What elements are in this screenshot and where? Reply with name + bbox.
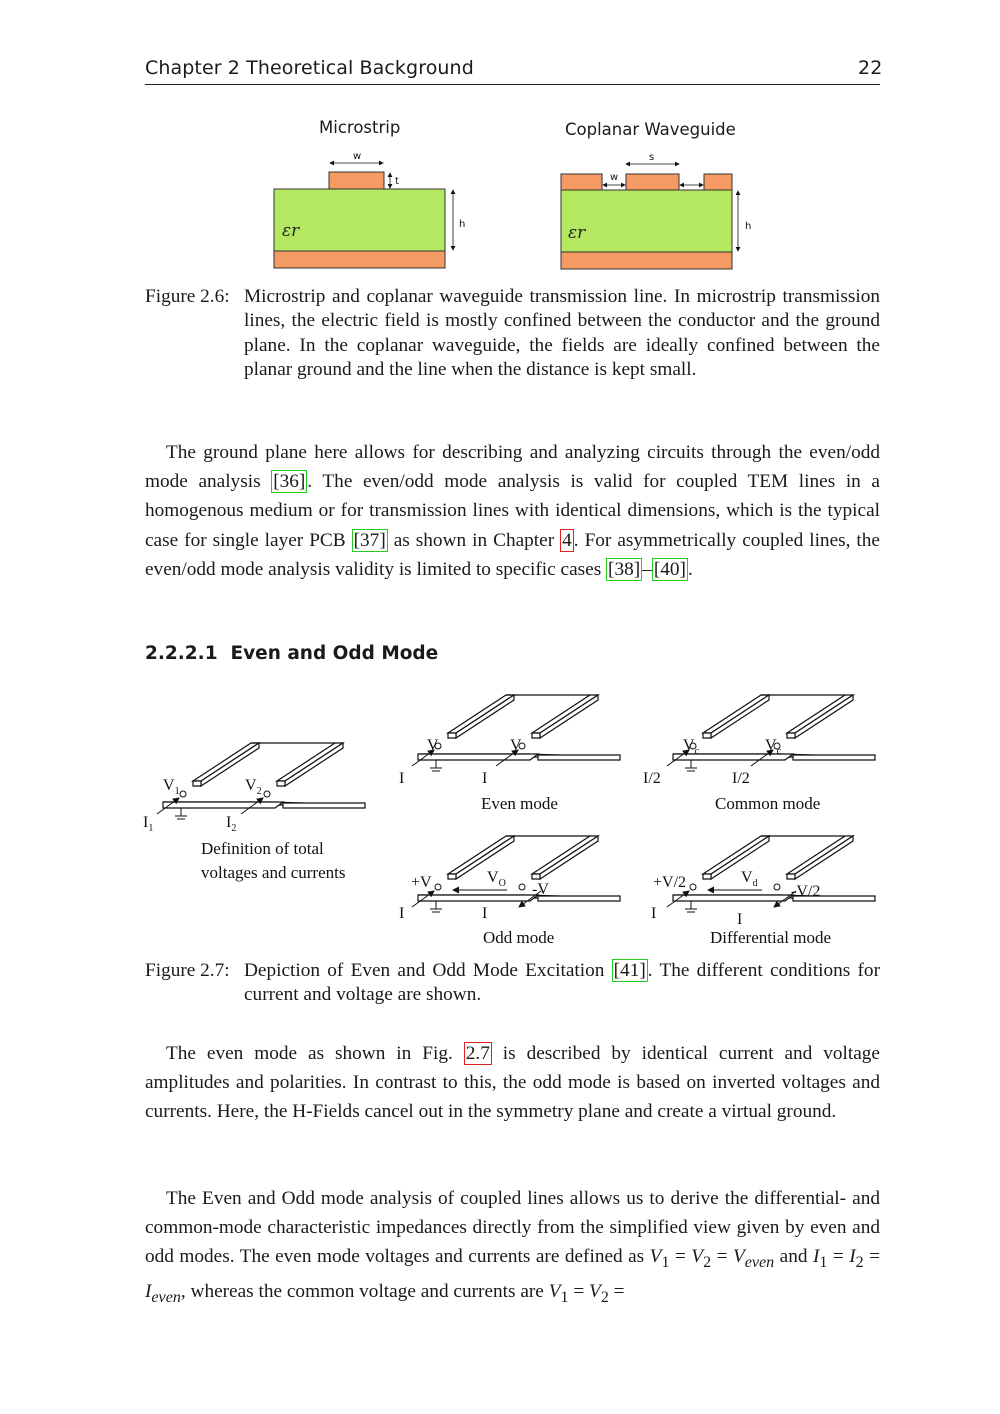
common-mode-title: Common mode xyxy=(715,794,821,813)
def-i2-label: $I_2$ xyxy=(226,814,237,834)
figure-2-7-diagram xyxy=(135,690,885,952)
page-number: 22 xyxy=(858,57,883,79)
paragraph-impedance-derivation: The Even and Odd mode analysis of coupled lines allows us to derive the differential- and common-mode characteristic impedances directly from the simplified view given by even and odd modes. The even mode voltages and currents are defined as $V_1 = V_2 = V_{even}$ and $I_1 = I_2 = I_{even}$, whereas the common voltage and currents are $V_1 = V_2$ = xyxy=(145,1188,881,1307)
cpw-title: Coplanar Waveguide xyxy=(565,120,736,139)
header-rule xyxy=(145,84,880,85)
microstrip-h-label: h xyxy=(459,219,466,230)
even-v-right: V xyxy=(510,737,522,754)
common-v-left: $V_c$ xyxy=(683,737,700,757)
microstrip-conductor xyxy=(329,172,384,189)
differential-mode-title: Differential mode xyxy=(710,928,832,947)
microstrip-epsilon-label: εr xyxy=(282,221,300,241)
diff-v-plus: +V/2 xyxy=(653,874,687,891)
diff-i-right: I xyxy=(737,911,743,928)
microstrip-t-label: t xyxy=(395,176,399,187)
odd-i-left: I xyxy=(399,905,405,922)
odd-v-minus: -V xyxy=(532,881,549,898)
common-i-right: I/2 xyxy=(732,770,750,787)
def-i1-label: $I_1$ xyxy=(143,814,154,834)
microstrip-w-label: w xyxy=(353,151,362,162)
microstrip-substrate xyxy=(274,189,445,251)
citation-link-36[interactable]: [36] xyxy=(273,471,306,493)
def-v1-label: $V_1$ xyxy=(163,777,180,797)
cpw-signal-conductor xyxy=(626,174,679,190)
diff-vd-label: $V_d$ xyxy=(741,869,758,889)
running-header-chapter: Chapter 2 Theoretical Background xyxy=(145,57,474,79)
figure-2-7-link[interactable]: 2.7 xyxy=(465,1043,490,1064)
figure-2-6-diagram xyxy=(260,145,780,275)
def-caption-line2: voltages and currents xyxy=(201,863,346,882)
even-i-left: I xyxy=(399,770,405,787)
figure-2-7-caption-text: Depiction of Even and Odd Mode Excitation [41] . The different conditions for current and voltage are shown. xyxy=(244,960,880,1006)
citation-link-38[interactable]: [38] xyxy=(608,558,641,580)
microstrip-ground-plane xyxy=(274,251,445,268)
paragraph-even-odd-intro: The ground plane here allows for describing and analyzing circuits through the even/odd mode analysis [36] . The even/odd mode analysis is valid for coupled TEM lines in a homogenous medium or for transmission lines with identical dimensions, which is the typical case for single layer PCB [37] as shown in Chapter 4 . For asymmetrically coupled lines, the even/odd mode analysis validity is limited to specific cases [38] – [40] . xyxy=(145,442,880,580)
section-number: 2.2.2.1 xyxy=(145,643,218,664)
citation-link-37[interactable]: [37] xyxy=(353,529,386,551)
cpw-ground-plane xyxy=(561,252,732,269)
odd-vo-label: $V_O$ xyxy=(487,869,506,889)
even-mode-title: Even mode xyxy=(481,794,558,813)
figure-2-6-caption-label: Figure 2.6: xyxy=(145,286,230,307)
definition-panel-traces xyxy=(163,743,365,808)
odd-i-right: I xyxy=(482,905,488,922)
even-v-left: V xyxy=(427,737,439,754)
diff-i-left: I xyxy=(651,905,657,922)
def-caption-line1: Definition of total xyxy=(201,839,324,858)
cpw-substrate xyxy=(561,190,732,252)
citation-link-41[interactable]: [41] xyxy=(613,960,646,981)
citation-link-40[interactable]: [40] xyxy=(653,558,686,580)
paragraph-even-mode-description: The even mode as shown in Fig. 2.7 is described by identical current and voltage amplitudes and polarities. In contrast to this, the odd mode is based on inverted voltages and currents. Here, the H-Fields cancel out in the symmetry plane and create a virtual ground. xyxy=(145,1043,880,1123)
differential-panel-traces xyxy=(673,836,875,901)
cpw-epsilon-label: εr xyxy=(568,223,586,243)
cpw-right-ground xyxy=(704,174,732,190)
cpw-w-label: w xyxy=(610,172,619,183)
chapter-4-link[interactable]: 4 xyxy=(562,529,572,551)
odd-panel-traces xyxy=(418,836,620,901)
def-v2-label: $V_2$ xyxy=(245,777,262,797)
odd-mode-title: Odd mode xyxy=(483,928,555,947)
common-i-left: I/2 xyxy=(643,770,661,787)
section-heading xyxy=(145,643,438,664)
cpw-left-ground xyxy=(561,174,602,190)
figure-2-6-caption-text: Microstrip and coplanar waveguide transmission line. In microstrip transmission lines, the electric field is mostly confined between the conductor and the ground plane. In the coplanar waveguide, the fields are ideally confined between the planar ground and the line when the distance is kept small. xyxy=(244,286,880,380)
section-title: Even and Odd Mode xyxy=(230,643,439,664)
cpw-s-label: s xyxy=(649,152,655,163)
odd-v-plus: +V xyxy=(411,874,432,891)
common-v-right: $V_c$ xyxy=(765,737,782,757)
diff-v-minus: -V/2 xyxy=(791,883,821,900)
figure-2-7-caption-label: Figure 2.7: xyxy=(145,960,230,981)
cpw-h-label: h xyxy=(745,221,752,232)
microstrip-title: Microstrip xyxy=(319,118,401,137)
even-i-right: I xyxy=(482,770,488,787)
